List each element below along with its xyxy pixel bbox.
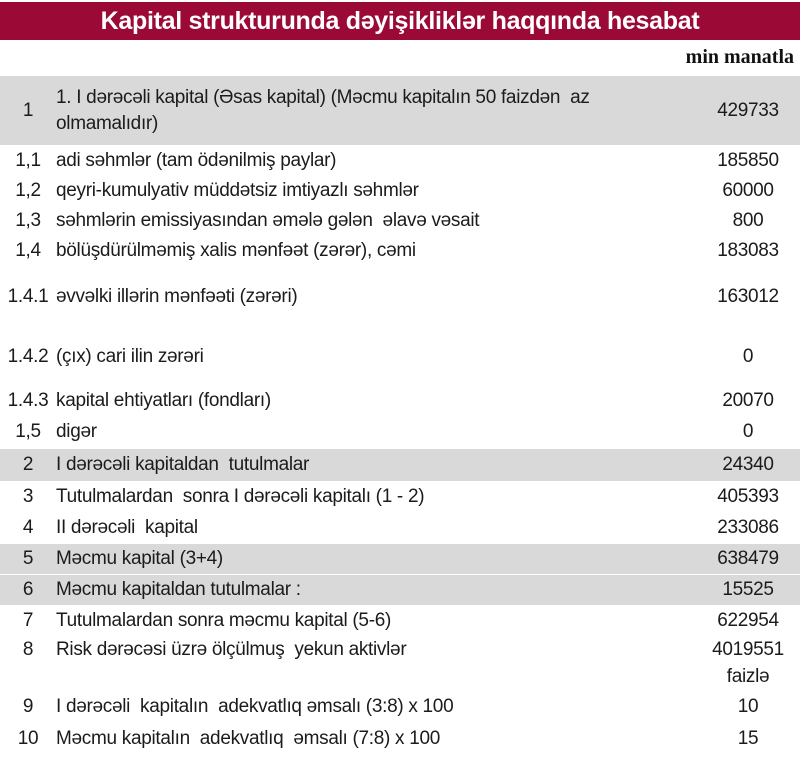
row-value: 0 [742, 420, 754, 442]
row-label: Məcmu kapital (3+4) [56, 548, 223, 570]
row-label: Tutulmalardan sonra I dərəcəli kapitalı (1 - 2) [56, 486, 425, 508]
table-row [0, 606, 800, 636]
row-value: 4019551 [712, 638, 784, 660]
row-value: 233086 [717, 516, 779, 538]
row-number: 10 [17, 727, 39, 749]
row-value: 20070 [722, 389, 774, 411]
row-number: 1 [22, 99, 34, 121]
row-value: 800 [732, 209, 764, 231]
table-row [0, 266, 800, 328]
row-number: 2 [22, 454, 34, 476]
row-value: 10 [737, 695, 759, 717]
row-label: Risk dərəcəsi üzrə ölçülmuş yekun aktivlər [56, 638, 407, 660]
row-value: 429733 [717, 99, 779, 121]
table-row [0, 575, 800, 606]
row-value: 638479 [717, 548, 779, 570]
table-row [0, 636, 800, 664]
row-label: II dərəcəli kapital [56, 516, 198, 538]
row-label: adi səhmlər (tam ödənilmiş paylar) [56, 149, 337, 171]
row-value: 163012 [717, 285, 779, 307]
row-number: 7 [22, 609, 34, 631]
row-label: bölüşdürülməmiş xalis mənfəət (zərər), cəmi [56, 239, 416, 261]
capital-structure-table [0, 75, 800, 755]
row-number: 1,2 [15, 179, 41, 201]
table-row [0, 206, 800, 236]
table-row [0, 386, 800, 416]
table-row [0, 236, 800, 266]
row-value: 405393 [717, 486, 779, 508]
table-row [0, 691, 800, 723]
unit-row-faizle [0, 664, 800, 691]
row-value: 60000 [722, 179, 774, 201]
row-label: Tutulmalardan sonra məcmu kapital (5-6) [56, 609, 392, 631]
row-number: 1,4 [15, 239, 41, 261]
row-value: 24340 [722, 454, 774, 476]
row-number: 1,3 [15, 209, 41, 231]
row-number [0, 664, 56, 691]
row-number: 3 [22, 486, 34, 508]
row-value: 15525 [722, 579, 774, 601]
row-number: 9 [22, 695, 34, 717]
table-row [0, 449, 800, 482]
row-number: 1,5 [15, 420, 41, 442]
row-label: Məcmu kapitaldan tutulmalar : [56, 579, 301, 601]
row-label: Məcmu kapitalın adekvatlıq əmsalı (7:8) x 100 [56, 727, 441, 749]
table-row [0, 416, 800, 449]
row-label: 1. I dərəcəli kapital (Əsas kapital) (Məcmu kapitalın 50 faizdən az olmamalıdır) [56, 86, 595, 134]
row-number: 4 [22, 516, 34, 538]
row-number: 6 [22, 579, 34, 601]
row-value: faizlə [726, 666, 770, 688]
row-number: 8 [22, 638, 34, 660]
row-value: 0 [742, 345, 754, 367]
table-row [0, 146, 800, 176]
table-row [0, 176, 800, 206]
report-title: Kapital strukturunda dəyişikliklər haqqında hesabat [100, 6, 700, 35]
table-row [0, 544, 800, 575]
unit-note-min-manatla: min manatla [685, 46, 794, 68]
report-title-bar [0, 2, 800, 40]
row-number: 1,1 [15, 149, 41, 171]
row-label: (çıx) cari ilin zərəri [56, 345, 204, 367]
table-row [0, 328, 800, 386]
row-value: 185850 [717, 149, 779, 171]
row-label: I dərəcəli kapitalın adekvatlıq əmsalı (3:8) x 100 [56, 695, 454, 717]
row-value: 622954 [717, 609, 779, 631]
row-label: digər [56, 420, 97, 442]
table-row [0, 76, 800, 146]
row-label: I dərəcəli kapitaldan tutulmalar [56, 454, 310, 476]
row-label: səhmlərin emissiyasından əmələ gələn əlavə vəsait [56, 209, 480, 231]
table-body [0, 76, 800, 755]
table-row [0, 723, 800, 755]
row-label: əvvəlki illərin mənfəəti (zərəri) [56, 285, 298, 307]
row-value: 15 [737, 727, 759, 749]
row-label: qeyri-kumulyativ müddətsiz imtiyazlı səhmlər [56, 179, 419, 201]
row-number: 1.4.2 [7, 345, 49, 367]
row-label: kapital ehtiyatları (fondları) [56, 389, 271, 411]
row-label [56, 664, 696, 691]
table-row [0, 482, 800, 513]
row-number: 1.4.3 [7, 389, 49, 411]
row-value: 183083 [717, 239, 779, 261]
table-row [0, 513, 800, 544]
row-number: 1.4.1 [7, 285, 49, 307]
row-number: 5 [22, 548, 34, 570]
